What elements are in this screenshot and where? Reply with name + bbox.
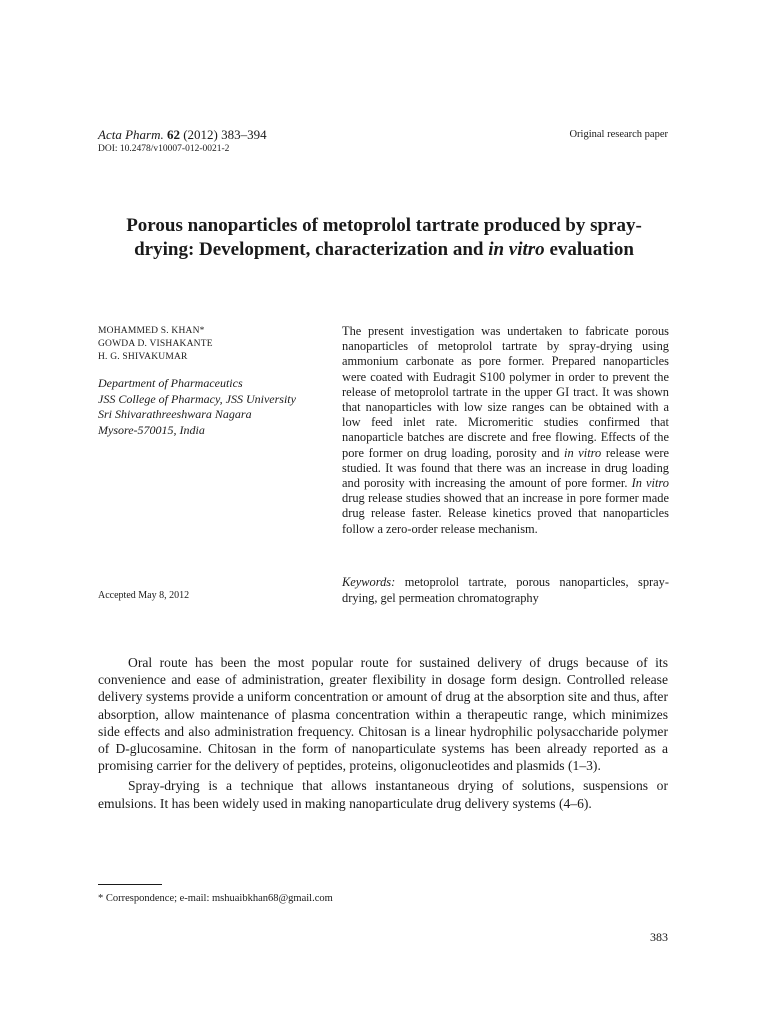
affiliation-line: Department of Pharmaceutics <box>98 376 243 390</box>
title-part1: Porous nanoparticles of metoprolol tartrate produced by spray-drying: Development, characterization and <box>126 215 642 260</box>
affiliation-line: Mysore-570015, India <box>98 422 205 437</box>
author: MOHAMMED S. KHAN* <box>98 326 205 336</box>
journal-volume: 62 <box>166 127 180 142</box>
body-paragraph: Oral route has been the most popular route for sustained delivery of drugs because of its convenience and ease of administration, greater flexibility in dosage form design. Controlled release delivery systems provide a uniform concentration or amount of drug at the absorption site and thus, after absorption, allow maintenance of plasma concentration within a therapeutic range, which minimizes side effects and also administration frequency. Chitosan is a linear hydrophilic polysaccharide polymer of D-glucosamine. Chitosan in the form of nanoparticulate systems has been already reported as a promising carrier for the delivery of peptides, proteins, oligonucleotides and plasmids (1–3). <box>98 655 668 774</box>
keywords-label: Keywords: <box>342 575 396 589</box>
affiliation <box>98 376 296 438</box>
abstract <box>342 324 669 537</box>
author: GOWDA D. VISHAKANTE <box>98 339 213 349</box>
page-number: 383 <box>650 930 668 944</box>
accepted-date: Accepted May 8, 2012 <box>98 590 190 601</box>
abstract-text: drug release studies showed that an increase in pore former made drug release faster. Release kinetics proved that nanoparticles follow a zero-order release mechanism. <box>342 491 669 536</box>
keywords-text: metoprolol tartrate, porous nanoparticles, spray-drying, gel permeation chromatography <box>342 575 669 605</box>
title-italic: in vitro <box>488 239 545 260</box>
keywords <box>342 575 669 606</box>
paper-type: Original research paper <box>569 129 668 140</box>
footnote-divider <box>98 884 162 885</box>
body-text <box>98 654 668 812</box>
doi[interactable]: DOI: 10.2478/v10007-012-0021-2 <box>98 144 230 154</box>
affiliation-line: JSS College of Pharmacy, JSS University <box>98 391 296 406</box>
abstract-text: The present investigation was undertaken to fabricate porous nanoparticles of metoprolol tartrate by spray-drying using ammonium carbonate as pore former. Prepared nanoparticles were coated with Eudragit S100 polymer in order to prevent the release of metoprolol tartrate in the upper GI tract. It was shown that nanoparticles with low size ranges can be obtained with a low feed inlet rate. Micromeritic studies confirmed that nanoparticle batches are discrete and free flowing. Effects of the pore former on drug loading, porosity and <box>342 324 669 460</box>
paper-title <box>100 214 668 262</box>
footnote: * Correspondence; e-mail: mshuaibkhan68@gmail.com <box>98 893 333 904</box>
abstract-italic: In vitro <box>631 476 669 491</box>
journal-year-pages: (2012) 383–394 <box>183 127 267 142</box>
author: H. G. SHIVAKUMAR <box>98 352 188 362</box>
title-part2: evaluation <box>544 239 634 260</box>
body-paragraph: Spray-drying is a technique that allows instantaneous drying of solutions, suspensions or emulsions. It has been widely used in making nanoparticulate drug delivery systems (4–6). <box>98 778 668 811</box>
author-list <box>98 325 213 364</box>
journal-citation <box>98 127 267 143</box>
abstract-italic: in vitro <box>564 445 602 460</box>
abstract-text: release were studied. It was found that there was an increase in drug loading and porosity with increasing the amount of pore former. <box>342 445 669 491</box>
affiliation-line: Sri Shivarathreeshwara Nagara <box>98 407 252 421</box>
journal-name: Acta Pharm. <box>98 127 164 142</box>
